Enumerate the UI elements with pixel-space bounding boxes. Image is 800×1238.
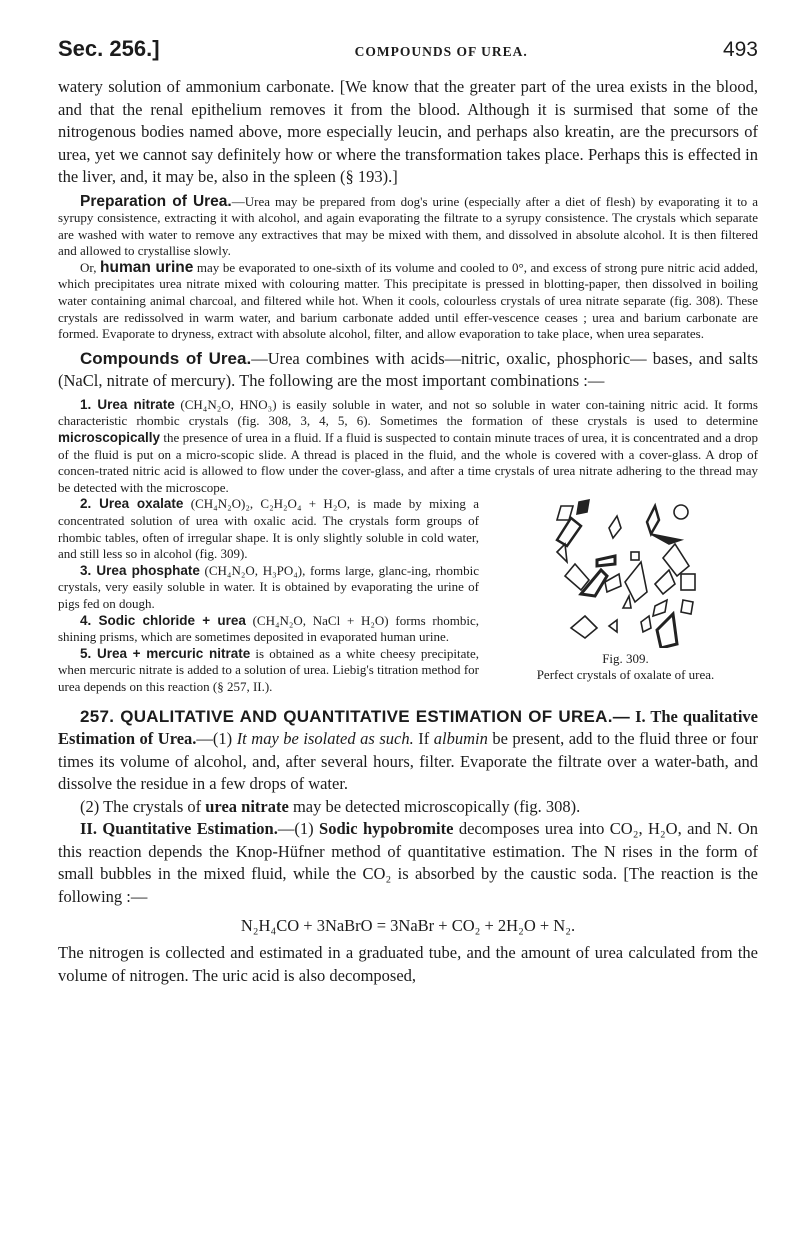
item-text: the presence of urea in a fluid. If a fluid is suspected to contain minute traces of urea, it is concentrated and a drop of the fluid is put on a micro-scopic slide. A thread is placed in the fluid, and the whole is covered with a cover-glass. A drop of concen-trated nitric acid is allowed to flow under the cover-glass, and after a time crystals of urea nitrate adhering to the thread may be detected with the microscope.: [58, 430, 758, 495]
preparation-text-2: may be evaporated to one-sixth of its volume and cooled to 0°, and excess of strong pure nitric acid added, which precipitates urea nitrate mixed with colouring matter. This precipitate is pressed in blotting-paper, then dissolved in boiling water containing animal charcoal, and filtered while hot. When it cools, colourless crystals of urea nitrate separate (fig. 308). These crystals are redissolved in warm water, and barium carbonate added until effer-vescence ceases ; urea and barium carbonate are formed. Evaporate to dryness, extract with absolute alcohol, filter, and allow evaporation to take place, when urea separates.: [58, 259, 758, 342]
preparation-paragraph: [58, 194, 758, 260]
figure-number: Fig. 309.: [602, 651, 649, 667]
item-text: is obtained as a white cheesy precipitate, when mercuric nitrate is added to a solution of urea. Liebig's titration method for urea depends on this reaction (§ 257, II.).: [58, 645, 479, 694]
preparation-heading: Preparation of Urea.: [80, 192, 232, 210]
human-urine-term: human urine: [100, 258, 194, 276]
compounds-heading: Compounds of Urea.: [80, 348, 252, 368]
qualitative-text: —(1): [196, 729, 237, 749]
figure-309: [493, 498, 758, 683]
detection-text: may be detected microscopically (fig. 308).: [288, 796, 581, 816]
compounds-paragraph: [58, 348, 758, 393]
item-label: 1. Urea nitrate: [80, 396, 175, 412]
preparation-paragraph-2: [58, 260, 758, 343]
item-urea-nitrate: [58, 397, 758, 497]
preparation-text: —Urea may be prepared from dog's urine (especially after a diet of flesh) by evaporating it to a syrupy consistence, extracting it with alcohol, and again evaporating the filtrate to a syrupy consistence. The crystals which separate are washed with water to remove any extractives that may be mixed with them, and dissolved in absolute alcohol. It is then filtered and allowed to crystallise slowly.: [58, 193, 758, 259]
item-label: 4. Sodic chloride + urea: [80, 612, 246, 628]
quantitative-heading: II. Quantitative Estimation.: [80, 819, 278, 839]
book-page: [58, 36, 758, 987]
qualitative-italic: It may be isolated as such.: [236, 729, 414, 749]
page-header: [58, 36, 758, 76]
section-reference: Sec. 256.]: [58, 36, 160, 61]
qualitative-heading: I. The qualitative Estimation of Urea.: [58, 706, 759, 749]
sodic-hypobromite-term: Sodic hypobromite: [319, 819, 454, 839]
item-text: (CH₄N₂O, H₃PO₄), forms large, glanc-ing, rhombic crystals, very easily soluble in water. It is obtained by evaporating the urine of pigs fed on dough.: [58, 562, 480, 611]
figure-caption: Perfect crystals of oxalate of urea.: [536, 667, 715, 683]
detection-text: (2) The crystals of: [80, 796, 206, 816]
item-label: 5. Urea + mercuric nitrate: [80, 645, 251, 661]
preparation-lead: Or,: [80, 259, 101, 275]
compounds-list: [58, 397, 758, 696]
intro-paragraph: watery solution of ammonium carbonate. [We know that the greater part of the urea exists in the blood, and that the renal epithelium removes it from the blood. Although it is surmised that some of the nitrogenous bodies named above, more especially leucin, and perhaps also kreatin, are the precursors of urea, yet we cannot say definitely how or where the transformation takes place. Perhaps this is effected in the liver, and, it may be, also in the spleen (§ 193).]: [58, 77, 758, 186]
quantitative-paragraph: [58, 818, 758, 908]
item-text: (CH₄N₂O)₂, C₂H₂O₄ + H₂O, is made by mixing a concentrated solution of urea with oxalic acid. The crystals form groups of rhombic tables, often of irregular shape. It is only slightly soluble in cold water, and still less so in alcohol (fig. 309).: [58, 496, 480, 562]
item-text: (CH₄N₂O, HNO₃) is easily soluble in water, and not so soluble in water con-taining nitric acid. It forms characteristic rhombic crystals (fig. 308, 3, 4, 5, 6). Sometimes the formation of these crystals is used to determine: [58, 396, 758, 429]
compounds-text: —Urea combines with acids—nitric, oxalic, phosphoric— bases, and salts (NaCl, nitrate of mercury). The following are the most important combinations :—: [58, 348, 758, 391]
quantitative-text: —(1): [277, 819, 320, 839]
reaction-equation: N₂H₄CO + 3NaBrO = 3NaBr + CO₂ + 2H₂O + N₂.: [240, 916, 576, 936]
section-257-title: 257. QUALITATIVE AND QUANTITATIVE ESTIMATION OF UREA.—: [80, 706, 631, 726]
item-label: 2. Urea oxalate: [80, 496, 184, 512]
running-title: COMPOUNDS OF UREA.: [354, 44, 528, 59]
oxalate-crystals-illustration: [551, 498, 701, 648]
quantitative-text: decomposes urea into CO₂, H₂O, and N. On this reaction depends the Knop-Hüfner method of quantitative estimation. The N rises in the form of small bubbles in the mixed fluid, while the CO₂ is absorbed by the caustic soda. [The reaction is the following :—: [58, 819, 759, 906]
page-number: 493: [722, 38, 758, 61]
item-text: (CH₄N₂O, NaCl + H₂O) forms rhombic, shining prisms, which are sometimes deposited in evaporated human urine.: [58, 612, 479, 645]
item-emphasis: microscopically: [58, 430, 161, 446]
section-257-paragraph: [58, 706, 758, 796]
urea-nitrate-detection: [58, 796, 758, 819]
qualitative-text: be present, add to the fluid three or four times its volume of alcohol, and, after several hours, filter. Evaporate the filtrate over a water-bath, and dissolve the residue in a few drops of water.: [58, 729, 758, 794]
albumin-term: albumin: [433, 729, 488, 749]
urea-nitrate-term: urea nitrate: [205, 796, 289, 816]
qualitative-text: If: [413, 729, 434, 749]
final-paragraph: The nitrogen is collected and estimated in a graduated tube, and the amount of urea calculated from the volume of nitrogen. The uric acid is also decomposed,: [58, 943, 758, 985]
item-label: 3. Urea phosphate: [80, 562, 200, 578]
